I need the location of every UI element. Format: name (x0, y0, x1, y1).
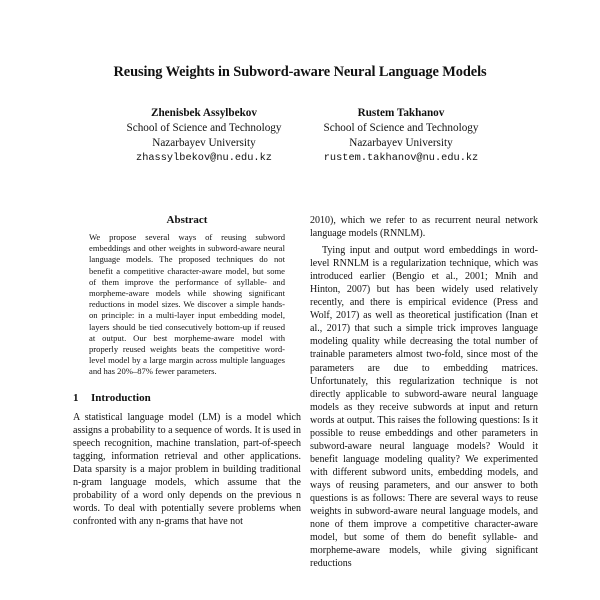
abstract-text: We propose several ways of reusing subword embeddings and other weights in subword-aware neural language models. The proposed techniques do not benefit a competitive character-aware model, but some of them improve the performance of syllable- and morpheme-aware models while showing significant reductions in model sizes. We discover a simple hands-on principle: in a multi-layer input embedding model, layers should be tied consecutively bottom-up if reused at output. Our best morpheme-aware model with properly reused weights beats the competitive word-level model by a large margin across multiple languages and has 20%–87% fewer parameters. (89, 232, 285, 377)
author-email: rustem.takhanov@nu.edu.kz (323, 152, 479, 164)
author-email: zhassylbekov@nu.edu.kz (136, 152, 272, 164)
paper-title: Reusing Weights in Subword-aware Neural Language Models (113, 64, 487, 80)
section-heading (73, 392, 301, 404)
author-name: Rustem Takhanov (357, 107, 445, 119)
left-column (73, 214, 301, 528)
continuation-paragraph: 2010), which we refer to as recurrent neural network language models (RNNLM). (310, 215, 538, 240)
author-institution: Nazarbayev University (349, 137, 453, 149)
author-name: Zhenisbek Assylbekov (150, 107, 257, 119)
section-title: Introduction (91, 391, 151, 404)
author-2 (281, 106, 521, 166)
intro-paragraph: A statistical language model (LM) is a model which assigns a probability to a sequence of words. It is used in speech recognition, machine translation, part-of-speech tagging, information retrieval and other applications. Data sparsity is a major problem in building traditional n-gram language models, which assume that the probability of a word only depends on the previous n words. To deal with potentially severe problems when confronted with any n-grams that have not (73, 411, 301, 528)
abstract-heading: Abstract (166, 214, 208, 226)
body-paragraph: Tying input and output word embeddings in word-level RNNLM is a regularization technique, which was introduced earlier (Bengio et al., 2001; Mnih and Hinton, 2007) but has been widely used relatively recently, and there is empirical evidence (Press and Wolf, 2017) as well as theoretical justification (Inan et al., 2017) that such a simple trick improves language modeling quality while decreasing the total number of trainable parameters almost two-fold, since most of the parameters are due to embedding matrices. Unfortunately, this regularization technique is not directly applicable to subword-aware neural language models as they receive subwords at input and return words at output. This raises the following questions: Is it possible to reuse embeddings and other parameters in subword-aware neural language models? Would it benefit language modeling quality? We experimented with different subword units, embedding models, and ways of reusing parameters, and our answer to both questions is as follows: There are several ways to reuse weights in subword-aware neural language models, and none of them improve a competitive character-aware model, but some of them do benefit syllable- and morpheme-aware models, while giving significant reductions (310, 245, 538, 570)
right-column (310, 214, 538, 570)
author-affiliation: School of Science and Technology (323, 122, 479, 134)
author-institution: Nazarbayev University (152, 137, 256, 149)
author-affiliation: School of Science and Technology (126, 122, 282, 134)
section-number: 1 (73, 391, 79, 404)
